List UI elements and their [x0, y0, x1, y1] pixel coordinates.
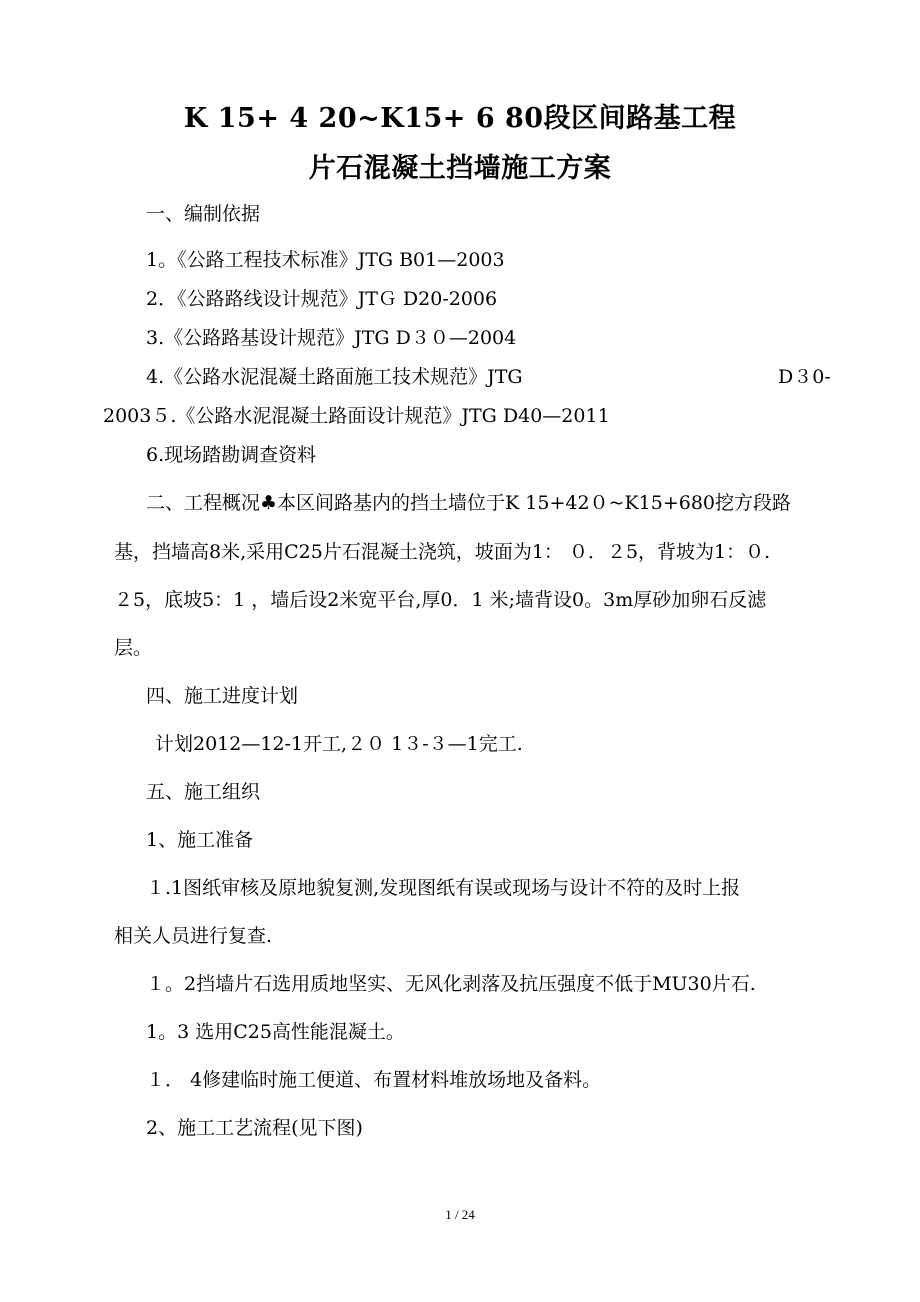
section2-paragraph-line2: 基，挡墙高8米,采用C25片石混凝土浇筑，坡面为1： ０．２5，背坡为1：０. [114, 541, 771, 563]
reference-item-2: 2．《公路路线设计规范》JTＧ D20-2006 [146, 288, 498, 310]
reference-item-3: 3.《公路路基设计规范》JTG D３０—2004 [146, 327, 517, 349]
item-1-1-line2: 相关人员进行复查. [114, 925, 273, 947]
item-1-3: 1。3 选用C25高性能混凝土。 [146, 1021, 405, 1043]
section1-heading: 一、编制依据 [146, 203, 261, 225]
reference-item-4: 4.《公路水泥混凝土路面施工技术规范》JTG [146, 366, 523, 388]
schedule-text: 计划2012—12-1开工,２０ 1３-３—1完工. [155, 733, 523, 755]
section2-paragraph-line4: 层。 [114, 637, 153, 659]
reference-item-6: 6.现场踏勘调查资料 [146, 444, 317, 466]
page-number: 1 / 24 [445, 1207, 475, 1222]
reference-item-1: 1。《公路工程技术标准》JTG B01—2003 [146, 249, 505, 271]
subsection1-heading: 1、施工准备 [146, 829, 254, 851]
item-1-4: １． 4修建临时施工便道、布置材料堆放场地及备料。 [146, 1069, 602, 1091]
section2-paragraph-line3: ２5，底坡5：1 ，墙后设2米宽平台,厚0．1 米;墙背设0。3m厚砂加卵石反滤 [114, 589, 767, 611]
item-1-1-line1: １.1图纸审核及原地貌复测,发现图纸有误或现场与设计不符的及时上报 [146, 877, 741, 899]
section5-heading: 五、施工组织 [146, 781, 261, 803]
section4-heading: 四、施工进度计划 [146, 685, 299, 707]
subsection2-heading: 2、施工工艺流程(见下图) [146, 1117, 363, 1139]
reference-item-5: 2003５.《公路水泥混凝土路面设计规范》JTG D40—2011 [103, 405, 610, 427]
reference-item-4-code: D３0- [778, 366, 831, 388]
section2-paragraph-line1: 二、工程概况♣本区间路基内的挡土墙位于K 15+42０~K15+680挖方段路 [146, 492, 792, 514]
document-title-line1: K 15+ 4 20~K15+ 6 80段区间路基工程 [183, 103, 737, 134]
document-title-line2: 片石混凝土挡墙施工方案 [308, 153, 612, 184]
item-1-2: １。2挡墙片石选用质地坚实、无风化剥落及抗压强度不低于MU30片石. [146, 973, 756, 995]
